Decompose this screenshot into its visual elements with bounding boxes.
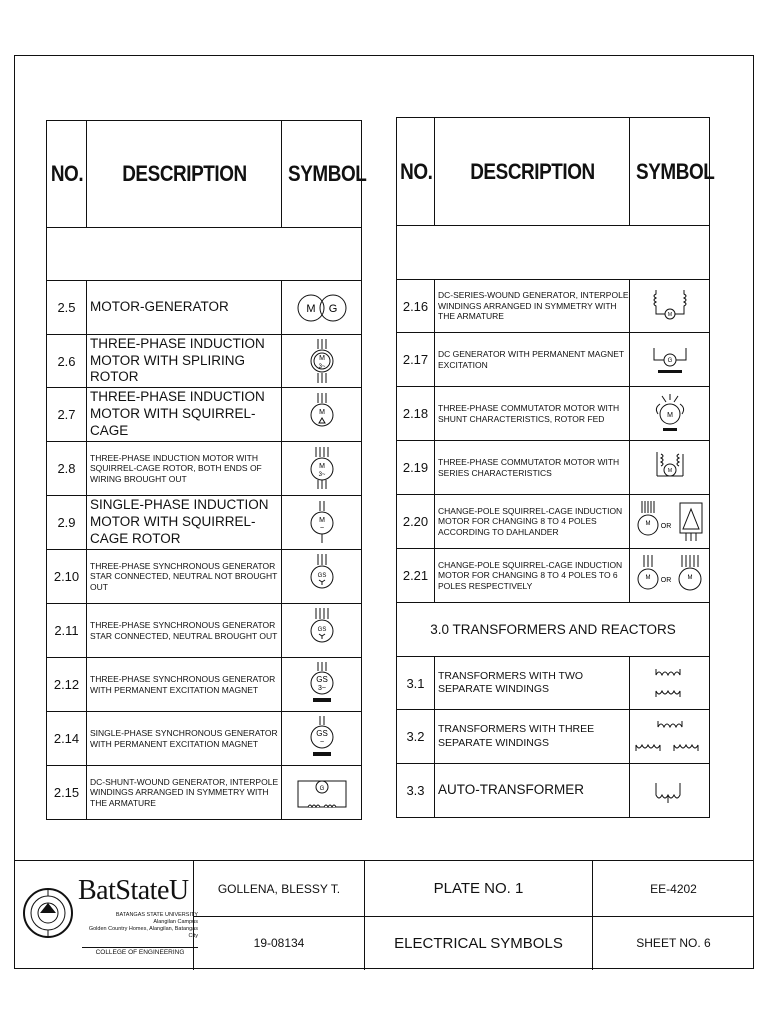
header-description: DESCRIPTION (448, 118, 616, 226)
change-pole-8-4-6-symbol (630, 549, 710, 603)
item-number: 2.14 (47, 712, 87, 766)
three-phase-synchronous-generator-magnet-symbol (282, 658, 362, 712)
table-row (397, 549, 710, 603)
item-description: THREE-PHASE INDUCTION MOTOR WITH SQUIRREL-CAGE ROTOR, BOTH ENDS OF WIRING BROUGHT OUT (87, 442, 282, 496)
two-winding-transformer-symbol (630, 657, 710, 710)
item-description: DC GENERATOR WITH PERMANENT MAGNET EXCITATION (435, 333, 630, 387)
symbol-text-g: G (667, 357, 672, 364)
or-label: OR (660, 522, 671, 530)
item-number: 2.10 (47, 550, 87, 604)
item-number: 3.2 (397, 710, 435, 764)
dc-shunt-wound-generator-symbol (282, 766, 362, 820)
item-description: AUTO-TRANSFORMER (435, 764, 630, 818)
student-id: 19-08134 (194, 916, 365, 970)
item-description: TRANSFORMERS WITH TWO SEPARATE WINDINGS (435, 657, 630, 710)
symbol-text-gs: GS (315, 674, 328, 684)
commutator-motor-shunt-symbol (630, 387, 710, 441)
symbol-text-gs: GS (317, 572, 326, 579)
change-pole-dahlander-symbol (630, 495, 710, 549)
symbol-text-m: M (318, 408, 325, 416)
campus-name: Alangilan Campus (153, 918, 198, 925)
table-row (397, 441, 710, 495)
symbol-text-m: M (645, 574, 650, 581)
symbol-text-gs: GS (315, 728, 328, 738)
table-row (47, 766, 362, 820)
symbol-text-m: M (318, 462, 325, 470)
student-name: GOLLENA, BLESSY T. (194, 861, 365, 916)
symbols-table-left (46, 120, 366, 820)
table-row (47, 712, 362, 766)
motor-generator-symbol (282, 281, 362, 335)
table-row (397, 280, 710, 333)
commutator-motor-series-symbol (630, 441, 710, 495)
section-row (397, 603, 710, 657)
table-row (47, 388, 362, 442)
item-description: THREE-PHASE SYNCHRONOUS GENERATOR WITH PERMANENT EXCITATION MAGNET (87, 658, 282, 712)
item-description: THREE-PHASE COMMUTATOR MOTOR WITH SHUNT CHARACTERISTICS, ROTOR FED (435, 387, 630, 441)
item-number: 2.15 (47, 766, 87, 820)
symbol-text-m: M (645, 520, 650, 527)
university-name: BATANGAS STATE UNIVERSITY (115, 912, 198, 918)
item-description: MOTOR-GENERATOR (87, 281, 282, 335)
section-heading: 3.0 TRANSFORMERS AND REACTORS (397, 603, 710, 657)
item-number: 3.1 (397, 657, 435, 710)
symbol-text-m: M (687, 574, 692, 581)
item-description: CHANGE-POLE SQUIRREL-CAGE INDUCTION MOTOR FOR CHANGING 8 TO 4 POLES ACCORDING TO DAHLANDER (435, 495, 630, 549)
title-block-divider (194, 916, 754, 917)
single-phase-induction-motor-symbol (282, 496, 362, 550)
symbol-text-3phase: 3~ (318, 364, 325, 370)
item-number: 2.19 (397, 441, 435, 495)
item-number: 2.17 (397, 333, 435, 387)
header-no: NO. (49, 121, 83, 228)
item-number: 2.8 (47, 442, 87, 496)
symbol-text-m: M (666, 411, 673, 419)
item-number: 2.12 (47, 658, 87, 712)
symbol-text-gs: GS (317, 626, 326, 633)
item-description: THREE-PHASE INDUCTION MOTOR WITH SQUIRREL-CAGE (87, 388, 282, 442)
item-number: 2.5 (47, 281, 87, 335)
symbol-text-1phase: ~ (319, 738, 324, 746)
item-number: 2.21 (397, 549, 435, 603)
table-row (47, 496, 362, 550)
campus-address: Golden Country Homes, Alangilan, Batangas City (88, 925, 198, 939)
item-description: THREE-PHASE COMMUTATOR MOTOR WITH SERIES CHARACTERISTICS (435, 441, 630, 495)
plate-number: PLATE NO. 1 (365, 861, 593, 916)
table-row (397, 387, 710, 441)
item-description: DC-SHUNT-WOUND GENERATOR, INTERPOLE WINDINGS ARRANGED IN SYMMETRY WITH THE ARMATURE (87, 766, 282, 820)
table-row (397, 764, 710, 818)
blank-row (47, 228, 362, 281)
table-row (47, 281, 362, 335)
item-description: THREE-PHASE SYNCHRONOUS GENERATOR STAR CONNECTED, NEUTRAL NOT BROUGHT OUT (87, 550, 282, 604)
logo-cell (14, 861, 194, 970)
table-row (397, 495, 710, 549)
item-description: SINGLE-PHASE INDUCTION MOTOR WITH SQUIRREL-CAGE ROTOR (87, 496, 282, 550)
header-no: NO. (399, 118, 432, 226)
item-number: 3.3 (397, 764, 435, 818)
item-description: TRANSFORMERS WITH THREE SEPARATE WINDINGS (435, 710, 630, 764)
college-name: COLLEGE OF ENGINEERING (82, 947, 198, 956)
three-phase-induction-motor-slipring-symbol (282, 335, 362, 388)
table-row (47, 550, 362, 604)
item-description: THREE-PHASE SYNCHRONOUS GENERATOR STAR CONNECTED, NEUTRAL BROUGHT OUT (87, 604, 282, 658)
table-row (397, 657, 710, 710)
symbol-text-g: G (319, 785, 324, 792)
table-row (47, 604, 362, 658)
item-number: 2.7 (47, 388, 87, 442)
dc-generator-permanent-magnet-symbol (630, 333, 710, 387)
symbol-text-m: M (318, 355, 325, 362)
or-label: OR (660, 576, 671, 584)
plate-title: ELECTRICAL SYMBOLS (365, 916, 593, 970)
item-number: 2.6 (47, 335, 87, 388)
course-code: EE-4202 (650, 881, 697, 896)
table-row (47, 658, 362, 712)
item-number: 2.20 (397, 495, 435, 549)
single-phase-synchronous-generator-magnet-symbol (282, 712, 362, 766)
sheet-number: SHEET NO. 6 (636, 936, 711, 950)
blank-row (397, 226, 710, 280)
table-row (397, 333, 710, 387)
item-description: THREE-PHASE INDUCTION MOTOR WITH SPLIRING ROTOR (87, 335, 282, 388)
brand-name: BatStateU (78, 875, 189, 906)
header-description: DESCRIPTION (100, 121, 268, 228)
symbol-text-g: G (328, 302, 337, 315)
symbol-text-3phase: 3~ (318, 471, 325, 478)
symbol-text-m: M (305, 302, 316, 315)
symbol-text-m: M (667, 312, 672, 318)
dc-series-wound-generator-symbol (630, 280, 710, 333)
synchronous-generator-star-neutral-symbol (282, 604, 362, 658)
item-number: 2.16 (397, 280, 435, 333)
auto-transformer-symbol (630, 764, 710, 818)
item-number: 2.11 (47, 604, 87, 658)
symbol-text-m: M (318, 516, 325, 524)
title-block (14, 860, 754, 970)
table-row (47, 335, 362, 388)
item-description: CHANGE-POLE SQUIRREL-CAGE INDUCTION MOTOR FOR CHANGING 8 TO 4 POLES TO 6 POLES RESPECTIVELY (435, 549, 630, 603)
symbol-text-m: M (667, 467, 672, 474)
item-description: SINGLE-PHASE SYNCHRONOUS GENERATOR WITH PERMANENT EXCITATION MAGNET (87, 712, 282, 766)
table-row (397, 710, 710, 764)
synchronous-generator-star-symbol (282, 550, 362, 604)
symbol-text-3phase: 3~ (317, 684, 326, 692)
header-symbol: SYMBOL (287, 121, 356, 228)
table-row (47, 442, 362, 496)
three-phase-induction-motor-squirrel-cage-symbol (282, 388, 362, 442)
symbols-table-right (396, 117, 714, 818)
symbol-text-1phase: ~ (319, 524, 324, 532)
three-phase-induction-motor-both-ends-symbol (282, 442, 362, 496)
item-number: 2.18 (397, 387, 435, 441)
header-symbol: SYMBOL (635, 118, 704, 226)
item-description: DC-SERIES-WOUND GENERATOR, INTERPOLE WINDINGS ARRANGED IN SYMMETRY WITH THE ARMATURE (435, 280, 630, 333)
three-winding-transformer-symbol (630, 710, 710, 764)
item-number: 2.9 (47, 496, 87, 550)
